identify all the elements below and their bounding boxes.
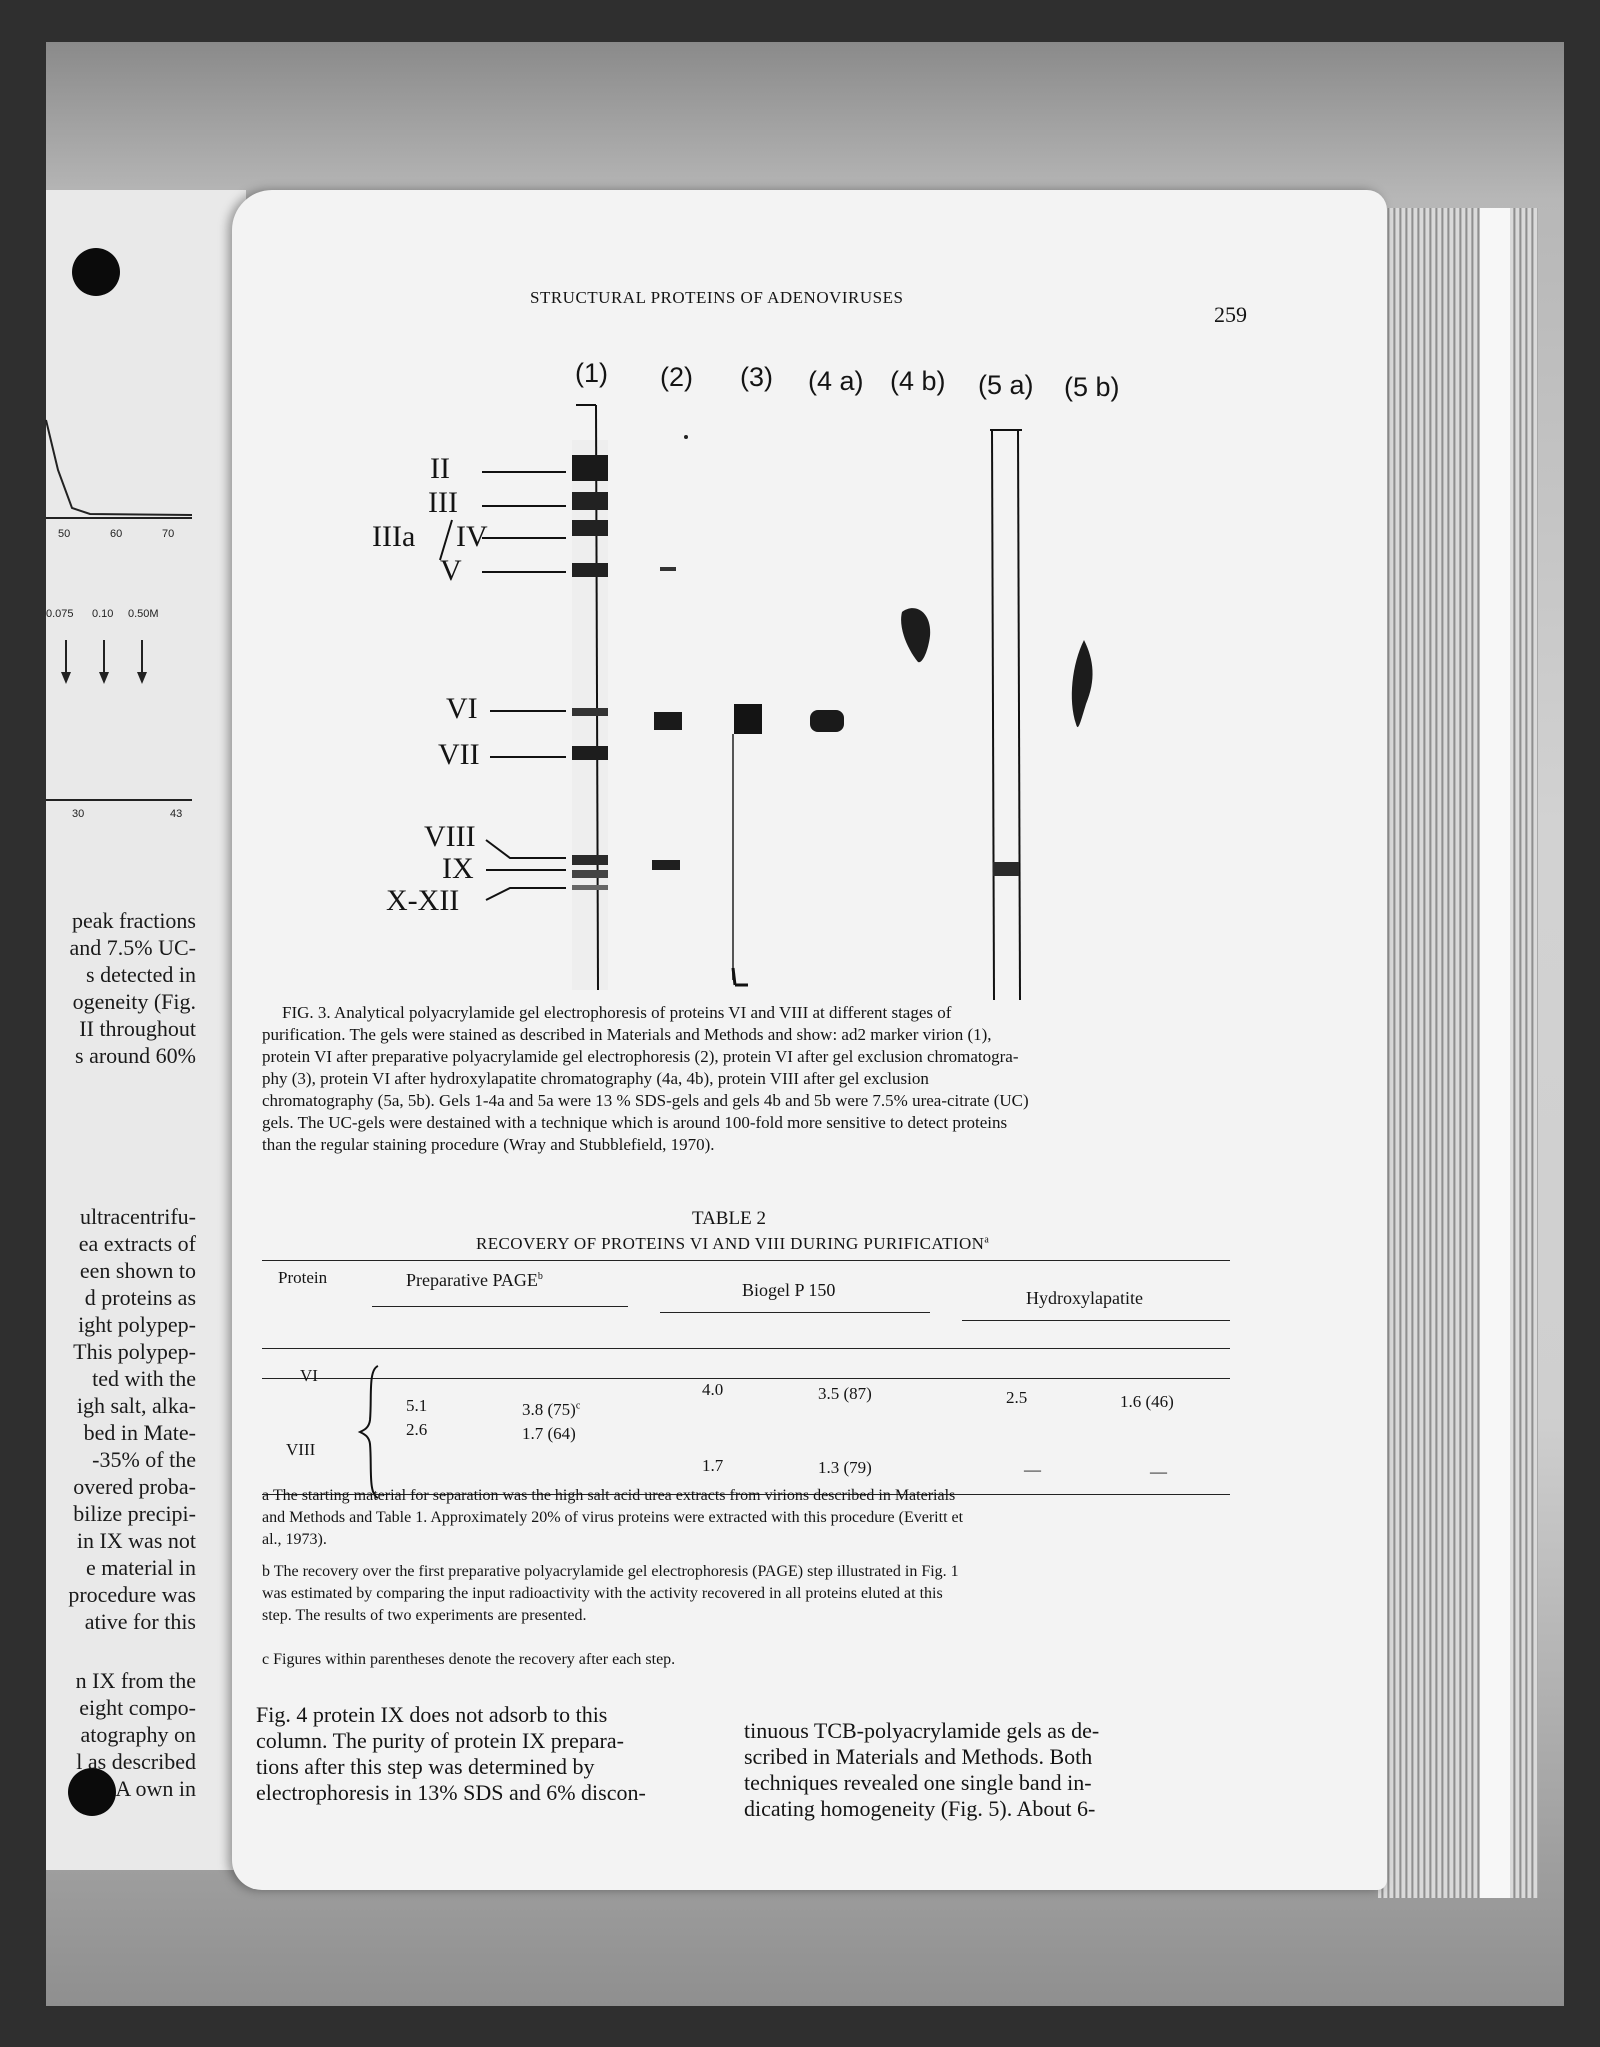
table-title-text: RECOVERY OF PROTEINS VI AND VIII DURING PURIFICATION [476, 1234, 985, 1253]
left-line: bilize precipi- [73, 1501, 196, 1526]
col-header-protein: Protein [278, 1268, 328, 1287]
band-label: III [428, 486, 458, 519]
left-line: and 7.5% UC- [69, 935, 196, 960]
band-label: V [440, 554, 462, 587]
row-vi-prep-recovered-sup: c [575, 1400, 581, 1412]
body-col1-line: electrophoresis in 13% SDS and 6% discon- [256, 1780, 646, 1805]
caption-line: phy (3), protein VI after hydroxylapatite chromatography (4a, 4b), protein VIII after gel exclusion [262, 1069, 929, 1088]
band-label: IX [442, 852, 474, 885]
left-line: ted with the [92, 1366, 196, 1391]
row-viii-prep-input: 2.6 [406, 1420, 428, 1439]
left-line: overed proba- [73, 1474, 196, 1499]
caption-line: gels. The UC-gels were destained with a technique which is around 100-fold more sensitive to detect proteins [262, 1113, 1008, 1132]
left-line: This polypep- [73, 1339, 196, 1364]
left-line: ea extracts of [78, 1231, 196, 1256]
lane-label: (2) [660, 362, 693, 392]
col-header-biogel: Biogel P 150 [742, 1280, 836, 1300]
lane-label: (1) [575, 358, 608, 388]
left-line: peak fractions [72, 908, 196, 933]
left-line: -35% of the [92, 1447, 196, 1472]
lane-label: (4 b) [890, 366, 946, 396]
left-axis-tick: 50 [58, 528, 71, 540]
lane-label: (5 a) [978, 370, 1034, 400]
left-marker: 0.50M [128, 608, 159, 620]
row-vi-hydroxy-input: 2.5 [1006, 1388, 1028, 1407]
row-viii-hydroxy-input: — [1024, 1460, 1041, 1479]
band-label: IIIa [372, 520, 416, 553]
row-vi-prep-recovered-text: 3.8 (75) [522, 1400, 576, 1419]
row-viii-hydroxy-recovered: — [1150, 1462, 1167, 1481]
body-col2-line: tinuous TCB-polyacrylamide gels as de- [744, 1718, 1100, 1743]
left-axis-tick: 30 [72, 808, 85, 820]
footnote-line: al., 1973). [262, 1531, 327, 1548]
row-viii-biogel-recovered: 1.3 (79) [818, 1458, 872, 1477]
body-col1-line: column. The purity of protein IX prepara- [256, 1728, 624, 1753]
left-line: e material in [86, 1555, 196, 1580]
row-viii-protein: VIII [286, 1440, 316, 1459]
band-label: VI [446, 692, 478, 725]
left-line: igh salt, alka- [76, 1393, 196, 1418]
left-line: n IX from the [75, 1668, 196, 1693]
caption-line: purification. The gels were stained as described in Materials and Methods and show: ad2 marker virion (1), [262, 1025, 992, 1044]
left-axis-tick: 70 [162, 528, 175, 540]
left-line: eight compo- [79, 1695, 196, 1720]
left-line: atography on [80, 1722, 196, 1747]
left-line: A own in [115, 1776, 196, 1801]
col-header-hydroxy: Hydroxylapatite [1026, 1288, 1143, 1308]
body-col2-line: techniques revealed one single band in- [744, 1770, 1092, 1795]
band-label: IV [456, 520, 488, 553]
left-axis-tick: 60 [110, 528, 123, 540]
left-line: in IX was not [76, 1528, 196, 1553]
caption-line: than the regular staining procedure (Wray and Stubblefield, 1970). [262, 1135, 715, 1154]
row-vi-biogel-input: 4.0 [702, 1380, 724, 1399]
left-line: s detected in [86, 962, 196, 987]
left-line: ight polypep- [78, 1312, 196, 1337]
left-axis-tick: 43 [170, 808, 183, 820]
band-label: X-XII [386, 884, 460, 917]
row-vi-prep-input: 5.1 [406, 1396, 428, 1415]
left-marker: 0.075 [46, 608, 74, 620]
band-label: VII [438, 738, 480, 771]
lane-label: (5 b) [1064, 372, 1120, 402]
row-vi-prep-recovered [522, 1400, 580, 1420]
left-line: bed in Mate- [83, 1420, 196, 1445]
col-header-prep-page-sup: b [537, 1271, 543, 1282]
row-vi-protein: VI [300, 1366, 318, 1385]
left-line: s around 60% [75, 1043, 196, 1068]
footnote-line: c Figures within parentheses denote the recovery after each step. [262, 1651, 676, 1668]
lane-label: (3) [740, 362, 773, 392]
running-title: STRUCTURAL PROTEINS OF ADENOVIRUSES [530, 288, 904, 307]
left-line: ative for this [84, 1609, 196, 1634]
band-label: II [430, 452, 450, 485]
footnote-line: was estimated by comparing the input radioactivity with the activity recovered in all proteins eluted at this [262, 1585, 943, 1602]
row-vi-biogel-recovered: 3.5 (87) [818, 1384, 872, 1403]
col-header-prep-page-text: Preparative PAGE [406, 1270, 538, 1290]
footnote-line: a The starting material for separation was the high salt acid urea extracts from virions described in Materials [262, 1487, 956, 1504]
left-line: d proteins as [84, 1285, 196, 1310]
caption-line: FIG. 3. Analytical polyacrylamide gel electrophoresis of proteins VI and VIII at different stages of [282, 1003, 952, 1022]
row-viii-prep-recovered: 1.7 (64) [522, 1424, 576, 1443]
footnote-line: b The recovery over the first preparative polyacrylamide gel electrophoresis (PAGE) step illustrated in Fig. 1 [262, 1563, 959, 1580]
page-number: 259 [1214, 302, 1247, 327]
caption-line: chromatography (5a, 5b). Gels 1-4a and 5a were 13 % SDS-gels and gels 4b and 5b were 7.5% urea-citrate (UC) [262, 1091, 1029, 1110]
footnote-line: step. The results of two experiments are presented. [262, 1607, 587, 1624]
table-title-sup: a [984, 1234, 990, 1246]
left-line: procedure was [68, 1582, 196, 1607]
row-vi-hydroxy-recovered: 1.6 (46) [1120, 1392, 1174, 1411]
body-col2-line: scribed in Materials and Methods. Both [744, 1744, 1093, 1769]
body-col1-line: tions after this step was determined by [256, 1754, 595, 1779]
footnote-line: and Methods and Table 1. Approximately 20% of virus proteins were extracted with this procedure (Everitt et [262, 1509, 964, 1526]
lane-label: (4 a) [808, 366, 864, 396]
table-number: TABLE 2 [692, 1208, 766, 1229]
body-col1-line: Fig. 4 protein IX does not adsorb to this [256, 1702, 608, 1727]
caption-line: protein VI after preparative polyacrylamide gel electrophoresis (2), protein VI after gel exclusion chromatogra- [262, 1047, 1019, 1066]
left-line: II throughout [79, 1016, 196, 1041]
left-line: een shown to [79, 1258, 196, 1283]
left-line: l as described [76, 1749, 196, 1774]
body-col2-line: dicating homogeneity (Fig. 5). About 6- [744, 1796, 1096, 1821]
left-line: ultracentrifu- [79, 1204, 196, 1229]
left-marker: 0.10 [92, 608, 114, 620]
left-line: ogeneity (Fig. [72, 989, 196, 1014]
row-viii-biogel-input: 1.7 [702, 1456, 724, 1475]
band-label: VIII [424, 820, 476, 853]
